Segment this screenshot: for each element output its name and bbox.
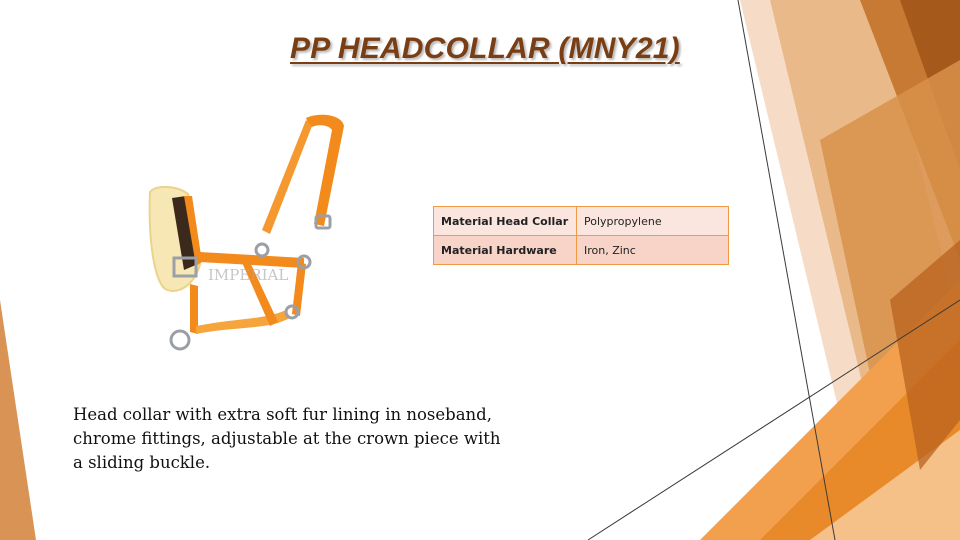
page-title: PP HEADCOLLAR (MNY21) [290, 32, 680, 65]
product-description: Head collar with extra soft fur lining in noseband, chrome fittings, adjustable at the crown piece with a sliding buckle. [73, 405, 501, 472]
table-row [434, 207, 729, 236]
left-accent [0, 300, 36, 540]
spec-value: Iron, Zinc [577, 236, 729, 265]
headcollar-product-image [128, 108, 358, 368]
spec-table [433, 206, 729, 265]
spec-label: Material Hardware [434, 236, 577, 265]
watermark: IMPERIAL [208, 266, 289, 284]
cheek-strap [262, 120, 312, 234]
ring-icon [256, 244, 268, 256]
table-row [434, 236, 729, 265]
spec-label: Material Head Collar [434, 207, 577, 236]
ring-icon [171, 331, 189, 349]
spec-value: Polypropylene [577, 207, 729, 236]
crown-strap [306, 115, 344, 226]
